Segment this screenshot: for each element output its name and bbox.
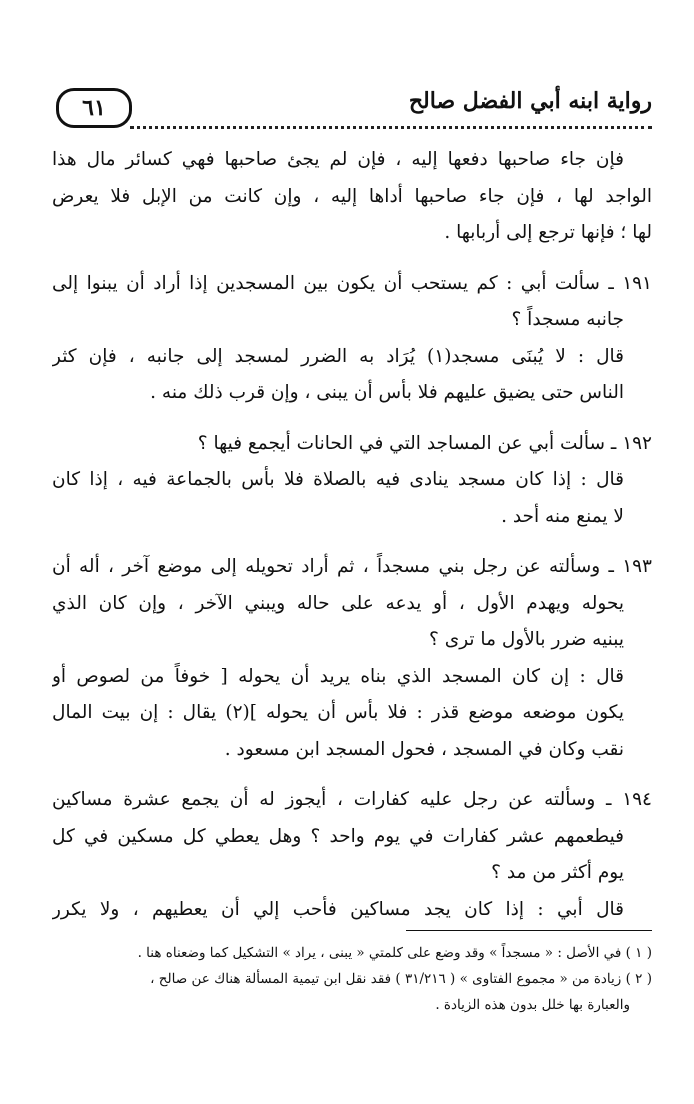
question-194-line: ١٩٤ ـ وسألته عن رجل عليه كفارات ، أيجوز له أن يجمع عشرة مساكين bbox=[52, 789, 652, 810]
text-line: الناس حتى يضيق عليهم فلا بأس أن يبنى ، وإن قرب ذلك منه . bbox=[150, 382, 624, 403]
question-192-line: ١٩٢ ـ سألت أبي عن المساجد التي في الحانات أيجمع فيها ؟ bbox=[197, 432, 652, 454]
text-line: فيطعمهم عشر كفارات في يوم واحد ؟ وهل يعطي كل مسكين في كل bbox=[52, 825, 624, 847]
answer-line: قال : إن كان المسجد الذي بناه يريد أن يحوله [ خوفاً من لصوص أو bbox=[52, 665, 624, 687]
page-number-badge: ٦١ bbox=[56, 88, 132, 128]
footnote-1: ( ١ ) في الأصل : « مسجداً » وقد وضع على كلمتي « يبنى ، يراد » التشكيل كما وضعناه هنا . bbox=[137, 945, 652, 961]
text-line: نقب وكان في المسجد ، فحول المسجد ابن مسعود . bbox=[224, 738, 624, 760]
footnote-2: ( ٢ ) زيادة من « مجموع الفتاوى » ( ٣١/٢١٦ ) فقد نقل ابن تيمية المسألة هناك عن صالح ، bbox=[150, 971, 652, 987]
text-line: يبنيه ضرر بالأول ما ترى ؟ bbox=[429, 629, 624, 650]
text-line: الواجد لها ، فإن جاء صاحبها أداها إليه ، وإن كانت من الإبل فلا يعرض bbox=[52, 185, 652, 207]
answer-line: قال : إذا كان مسجد ينادى فيه بالصلاة فلا بأس بالجماعة فيه ، إذا كان bbox=[52, 469, 624, 490]
text-line: يكون موضعه موضع قذر : فلا بأس أن يحوله ](٢) يقال : إن بيت المال bbox=[52, 702, 624, 723]
text-line: لا يمنع منه أحد . bbox=[501, 505, 624, 527]
answer-line: قال : لا يُبنَى مسجد(١) يُرَاد به الضرر لمسجد إلى جانبه ، فإن كثر bbox=[52, 345, 625, 367]
text-line: يوم أكثر من مد ؟ bbox=[491, 862, 624, 883]
footnote-rule bbox=[406, 930, 652, 931]
text-line: فإن جاء صاحبها دفعها إليه ، فإن لم يجئ صاحبها فهي كسائر مال هذا bbox=[52, 149, 624, 170]
text-line: جانبه مسجداً ؟ bbox=[511, 309, 624, 330]
header-rule bbox=[130, 126, 652, 129]
page-body bbox=[52, 142, 652, 928]
text-line: يحوله ويهدم الأول ، أو يدعه على حاله ويبني الآخر ، وإن كان الذي bbox=[52, 592, 624, 614]
running-title: رواية ابنه أبي الفضل صالح bbox=[408, 88, 652, 114]
question-193-line: ١٩٣ ـ وسألته عن رجل بني مسجداً ، ثم أراد تحويله إلى موضع آخر ، أله أن bbox=[52, 556, 652, 577]
answer-line: قال أبي : إذا كان يجد مساكين فأحب إلي أن يعطيهم ، ولا يكرر bbox=[52, 898, 624, 920]
text-line: لها ؛ فإنها ترجع إلى أربابها . bbox=[444, 222, 652, 243]
footnote-2-continued: والعبارة بها خلل بدون هذه الزيادة . bbox=[435, 997, 630, 1013]
question-191-line: ١٩١ ـ سألت أبي : كم يستحب أن يكون بين المسجدين إذا أراد أن يبنوا إلى bbox=[52, 272, 652, 294]
page-header bbox=[46, 88, 652, 132]
footnotes bbox=[52, 940, 652, 1018]
